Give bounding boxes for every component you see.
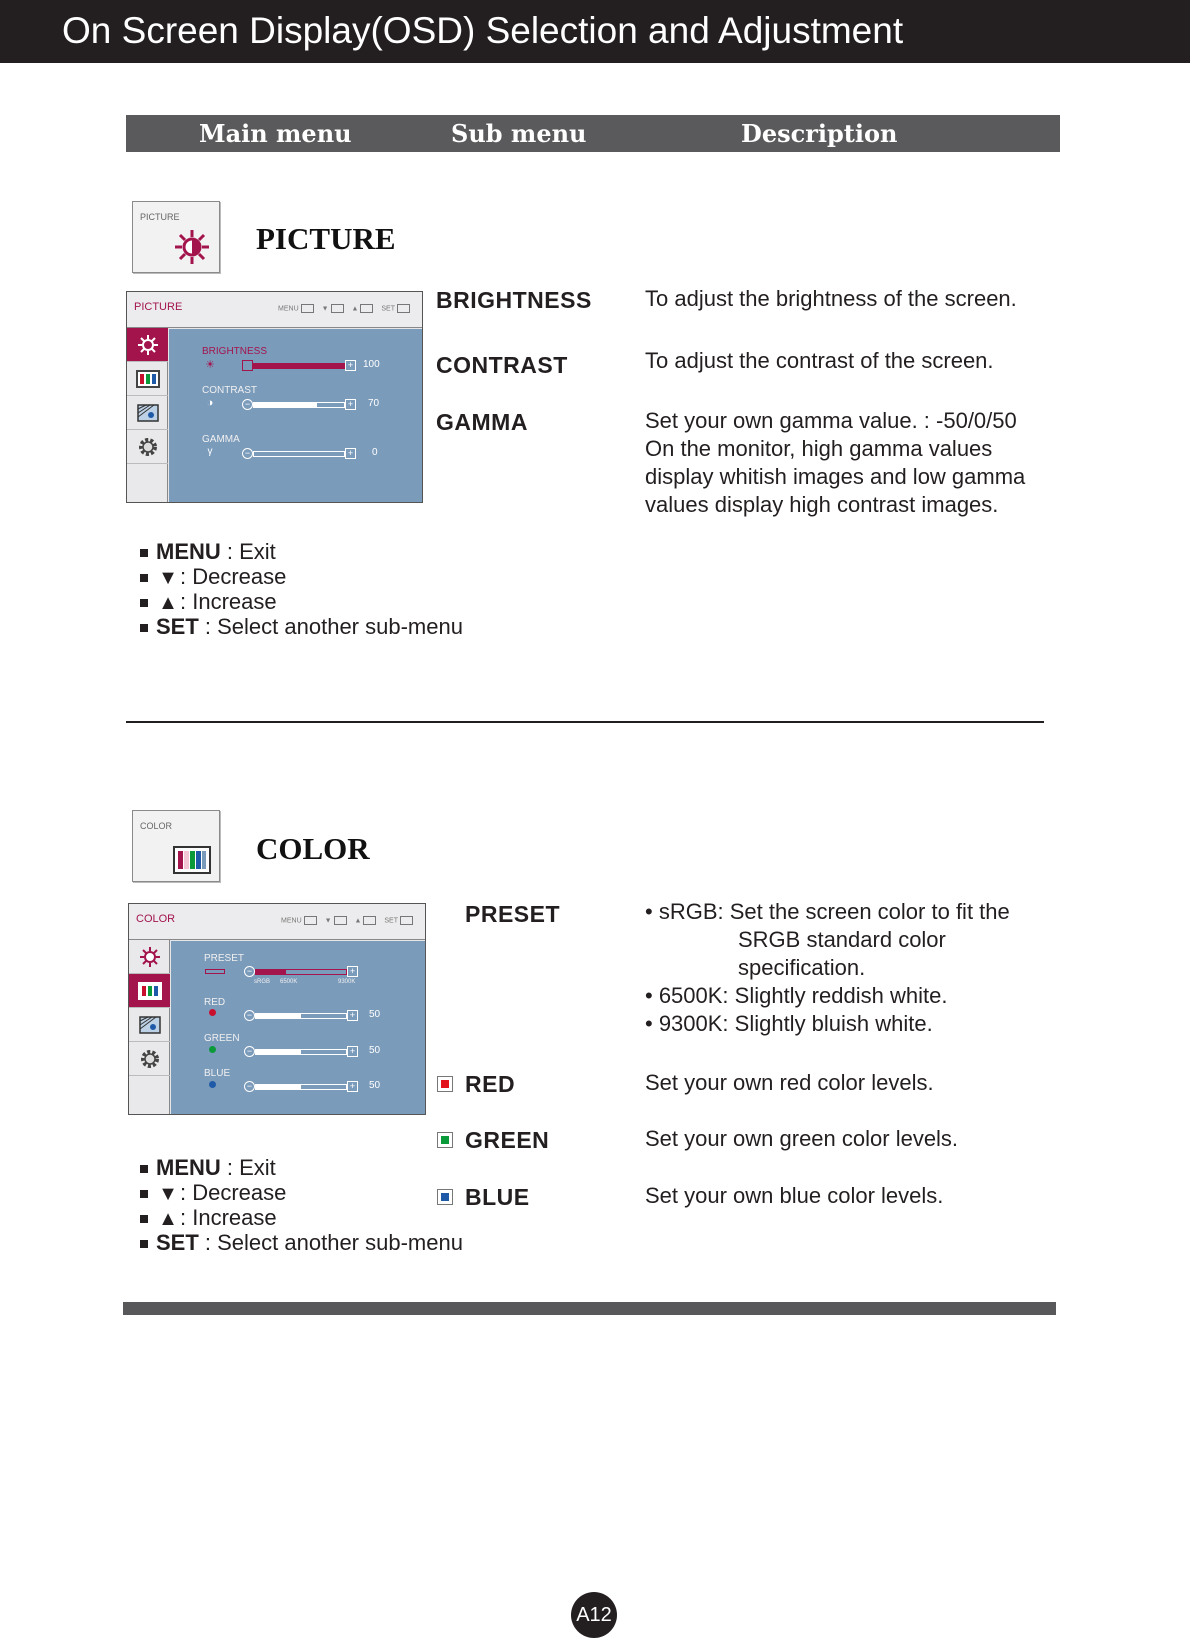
contrast-icon: ◑	[206, 397, 214, 409]
down-arrow-icon: ▼	[158, 1183, 178, 1205]
legend-key: SET	[156, 1230, 199, 1255]
setup-gear-icon	[137, 436, 159, 458]
color-bars-icon	[173, 846, 211, 874]
bullet-square-icon	[140, 624, 148, 632]
color-menu-icon-box	[132, 810, 220, 882]
minus-icon: −	[244, 966, 255, 977]
desc-brightness: To adjust the brightness of the screen.	[645, 286, 1017, 311]
slider-value: 50	[369, 1080, 381, 1091]
desc-gamma	[645, 407, 1025, 519]
slider-track	[255, 1013, 347, 1019]
osd-item-label: CONTRAST	[202, 385, 257, 396]
osd-sidebar-picture	[129, 940, 170, 974]
osd-menu-name: COLOR	[136, 913, 176, 925]
desc-preset	[645, 898, 1010, 1038]
picture-menu-icon-box	[132, 201, 220, 273]
legend-text: : Select another sub-menu	[198, 614, 463, 639]
desc-line: • 6500K: Slightly reddish white.	[645, 983, 948, 1008]
osd-sidebar	[129, 940, 170, 1114]
desc-line: values display high contrast images.	[645, 492, 999, 517]
osd-sidebar-setup	[127, 430, 168, 464]
subitem-blue: BLUE	[465, 1184, 530, 1210]
preset-option: sRGB	[254, 979, 271, 985]
minus-icon: −	[244, 1010, 255, 1021]
legend-set	[140, 1230, 463, 1255]
slider-value: 100	[363, 359, 380, 370]
color-key-legend	[140, 1155, 463, 1255]
bullet-square-icon	[140, 549, 148, 557]
legend-decrease	[140, 1180, 463, 1205]
osd-adjust-panel	[169, 329, 422, 502]
setup-gear-icon	[139, 1048, 161, 1070]
slider-fill	[254, 364, 344, 368]
bullet-square-icon	[140, 1215, 148, 1223]
picture-icon-label: PICTURE	[140, 212, 180, 222]
tracking-icon	[138, 1015, 162, 1035]
column-description: Description	[741, 119, 898, 148]
osd-set-hint: SET	[381, 305, 395, 313]
osd-gamma-slider	[202, 447, 432, 459]
desc-line: • 9300K: Slightly bluish white.	[645, 1011, 933, 1036]
minus-icon: −	[242, 399, 253, 410]
color-bars-icon	[138, 982, 162, 1000]
legend-menu	[140, 1155, 463, 1180]
desc-line: specification.	[738, 955, 866, 980]
osd-sidebar-tracking	[127, 396, 168, 430]
color-section-title: COLOR	[256, 831, 370, 866]
slider-track	[253, 363, 345, 369]
desc-red: Set your own red color levels.	[645, 1070, 934, 1095]
desc-line: • sRGB: Set the screen color to fit the	[645, 899, 1010, 924]
desc-line: display whitish images and low gamma	[645, 464, 1026, 489]
subitem-gamma: GAMMA	[436, 409, 528, 435]
minus-icon	[242, 360, 253, 371]
preset-option: 6500K	[280, 979, 298, 985]
legend-increase	[140, 1205, 463, 1230]
plus-icon: +	[347, 1081, 358, 1092]
picture-osd-screen	[126, 291, 423, 503]
osd-contrast-slider	[202, 398, 432, 410]
osd-sidebar-color	[127, 362, 168, 396]
slider-fill	[256, 1085, 301, 1089]
legend-key: SET	[156, 614, 199, 639]
slider-track	[255, 1084, 347, 1090]
osd-item-label: RED	[204, 997, 226, 1008]
column-main-menu: Main menu	[199, 119, 352, 148]
legend-text: : Decrease	[180, 1180, 287, 1205]
tracking-icon	[136, 403, 160, 423]
minus-icon: −	[242, 448, 253, 459]
osd-item-label: PRESET	[204, 953, 245, 964]
footer-bar	[123, 1302, 1056, 1315]
brightness-icon	[137, 334, 159, 356]
legend-key: MENU	[156, 1155, 221, 1180]
legend-text: : Decrease	[180, 564, 287, 589]
osd-item-label: GAMMA	[202, 434, 240, 445]
legend-set	[140, 614, 463, 639]
legend-text: : Select another sub-menu	[198, 1230, 463, 1255]
slider-value: 70	[368, 398, 380, 409]
slider-track	[253, 402, 345, 408]
osd-nav-hints: MENU ▼ ▲ SET	[272, 304, 410, 313]
slider-track	[253, 451, 345, 457]
osd-menu-hint: MENU	[278, 305, 299, 313]
osd-set-hint: SET	[384, 917, 398, 925]
legend-decrease	[140, 564, 463, 589]
brightness-icon	[139, 946, 161, 968]
green-dot-icon	[204, 1044, 220, 1056]
plus-icon: +	[345, 448, 356, 459]
color-osd-screen	[128, 903, 426, 1115]
subitem-red: RED	[465, 1071, 516, 1097]
down-arrow-icon: ▼	[158, 567, 178, 589]
osd-sidebar	[127, 328, 168, 502]
osd-sidebar-setup	[129, 1042, 170, 1076]
bullet-square-icon	[140, 1240, 148, 1248]
osd-blue-slider	[204, 1080, 434, 1092]
desc-contrast: To adjust the contrast of the screen.	[645, 348, 994, 373]
picture-section-title: PICTURE	[256, 221, 396, 256]
page-title: On Screen Display(OSD) Selection and Adjustment	[62, 10, 904, 51]
bullet-square-icon	[140, 1165, 148, 1173]
slider-fill	[256, 970, 286, 974]
legend-text: : Exit	[220, 539, 276, 564]
color-icon-label: COLOR	[140, 821, 173, 831]
red-chip-icon	[437, 1076, 453, 1092]
minus-icon: −	[244, 1081, 255, 1092]
legend-menu	[140, 539, 463, 564]
legend-text: : Increase	[180, 589, 277, 614]
brightness-icon: ☀	[205, 359, 215, 371]
minus-icon: −	[244, 1046, 255, 1057]
preset-icon	[205, 969, 225, 974]
picture-key-legend	[140, 539, 463, 639]
slider-value: 50	[369, 1045, 381, 1056]
slider-value: 50	[369, 1009, 381, 1020]
osd-item-label: BRIGHTNESS	[202, 346, 268, 357]
desc-line: On the monitor, high gamma values	[645, 436, 993, 461]
osd-preset-selector	[204, 965, 434, 977]
green-chip-icon	[437, 1132, 453, 1148]
desc-green: Set your own green color levels.	[645, 1126, 959, 1151]
slider-track	[255, 969, 347, 975]
osd-item-label: GREEN	[204, 1033, 240, 1044]
section-divider	[126, 721, 1044, 723]
slider-fill	[254, 403, 317, 407]
osd-menu-name: PICTURE	[134, 301, 183, 313]
slider-value: 0	[372, 447, 378, 458]
legend-text: : Exit	[220, 1155, 276, 1180]
plus-icon: +	[345, 399, 356, 410]
osd-sidebar-color	[129, 974, 170, 1008]
plus-icon: +	[347, 1010, 358, 1021]
plus-icon: +	[347, 966, 358, 977]
gamma-icon: γ	[207, 446, 213, 457]
bullet-square-icon	[140, 599, 148, 607]
bullet-square-icon	[140, 1190, 148, 1198]
osd-sidebar-picture	[127, 328, 168, 362]
osd-item-label: BLUE	[204, 1068, 231, 1079]
plus-icon: +	[347, 1046, 358, 1057]
osd-sidebar-tracking	[129, 1008, 170, 1042]
osd-title-bar	[127, 292, 422, 328]
osd-nav-hints: MENU ▼ ▲ SET	[275, 916, 413, 925]
brightness-icon	[173, 228, 211, 266]
plus-icon: +	[345, 360, 356, 371]
preset-option: 9300K	[338, 979, 356, 985]
legend-increase	[140, 589, 463, 614]
desc-blue: Set your own blue color levels.	[645, 1183, 944, 1208]
up-arrow-icon: ▲	[158, 592, 178, 614]
color-bars-icon	[136, 370, 160, 388]
subitem-contrast: CONTRAST	[436, 352, 568, 378]
slider-fill	[256, 1050, 301, 1054]
up-arrow-icon: ▲	[158, 1208, 178, 1230]
legend-key: MENU	[156, 539, 221, 564]
column-sub-menu: Sub menu	[451, 119, 587, 148]
subitem-green: GREEN	[465, 1127, 550, 1153]
osd-red-slider	[204, 1009, 434, 1021]
slider-track	[255, 1049, 347, 1055]
subitem-brightness: BRIGHTNESS	[436, 287, 592, 313]
osd-title-bar	[129, 904, 425, 940]
osd-menu-hint: MENU	[281, 917, 302, 925]
slider-fill	[256, 1014, 301, 1018]
page-number: A12	[571, 1592, 617, 1638]
bullet-square-icon	[140, 574, 148, 582]
blue-dot-icon	[204, 1079, 220, 1091]
osd-adjust-panel	[171, 941, 425, 1114]
subitem-preset: PRESET	[465, 901, 561, 927]
desc-line: Set your own gamma value. : -50/0/50	[645, 408, 1017, 433]
osd-green-slider	[204, 1045, 434, 1057]
desc-line: SRGB standard color	[738, 927, 946, 952]
red-dot-icon	[204, 1008, 220, 1018]
osd-brightness-slider	[202, 359, 432, 371]
legend-text: : Increase	[180, 1205, 277, 1230]
